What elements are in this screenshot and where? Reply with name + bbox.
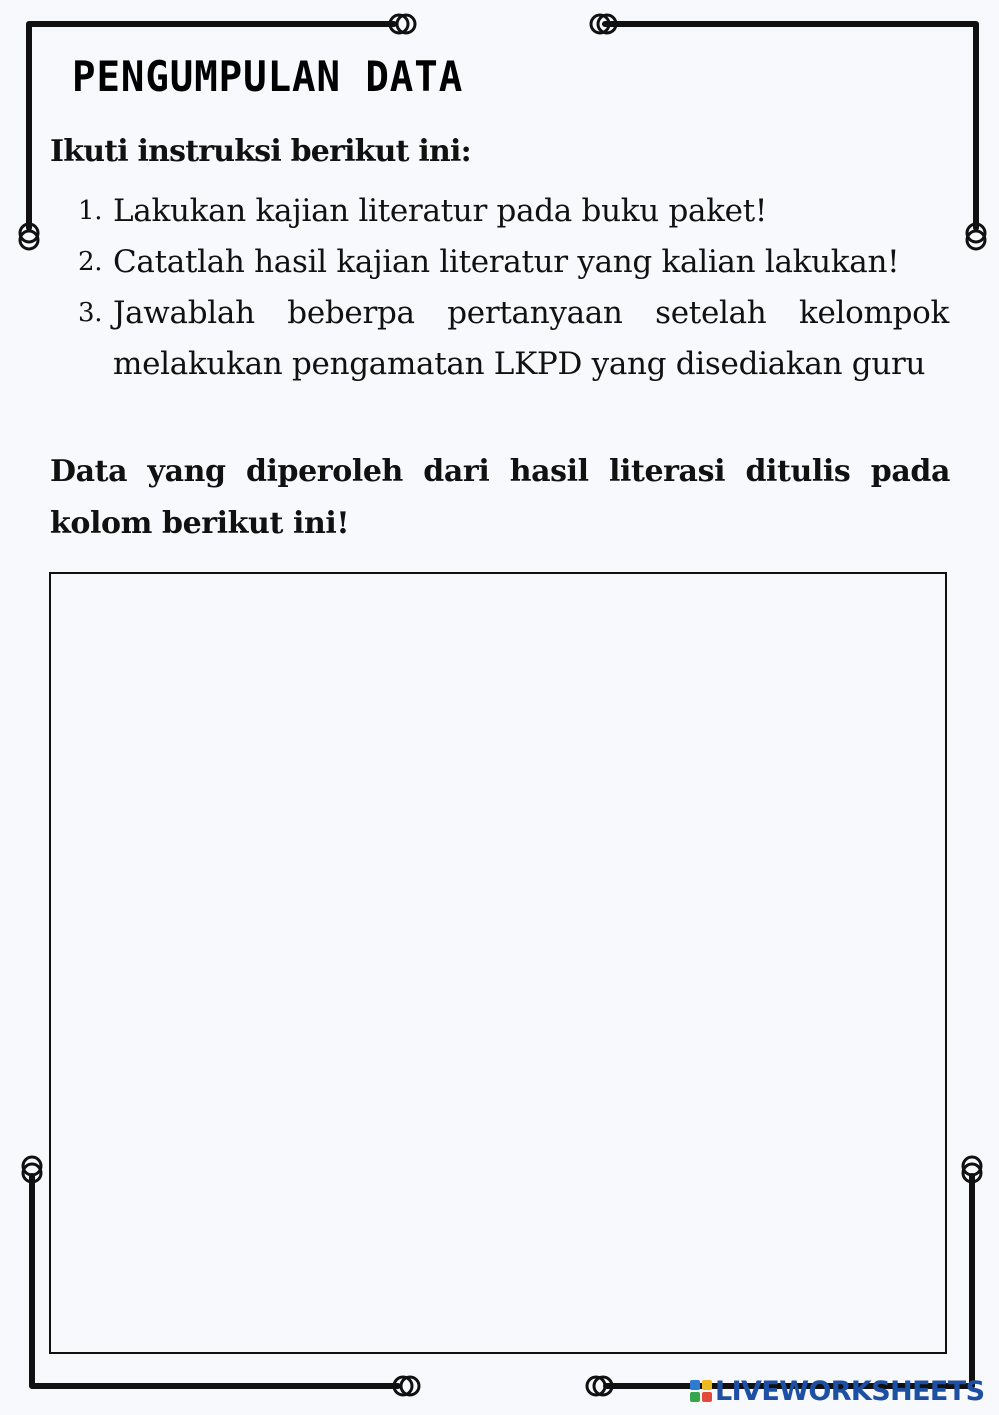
list-item [78,288,949,390]
step-text: Catatlah hasil kajian literatur yang kalian lakukan! [113,244,900,280]
logo-squares-icon [690,1380,712,1402]
step-text: Jawablah beberpa pertanyaan setelah kelompok melakukan pengamatan LKPD yang disediakan guru [113,295,949,382]
instruction-list [78,186,949,390]
data-note: Data yang diperoleh dari hasil literasi ditulis pada kolom berikut ini! [50,454,950,541]
logo-text: LIVEWORKSHEETS [715,1375,985,1407]
list-item [78,237,949,288]
step-number: 1. [78,196,103,226]
instructions-heading: Ikuti instruksi berikut ini: [50,134,471,169]
liveworksheets-logo [690,1375,984,1407]
list-item [78,186,949,237]
answer-box[interactable] [49,572,947,1354]
step-text: Lakukan kajian literatur pada buku paket! [113,193,768,229]
page-title: PENGUMPULAN DATA [72,52,464,101]
step-number: 3. [78,298,103,328]
step-number: 2. [78,247,103,277]
